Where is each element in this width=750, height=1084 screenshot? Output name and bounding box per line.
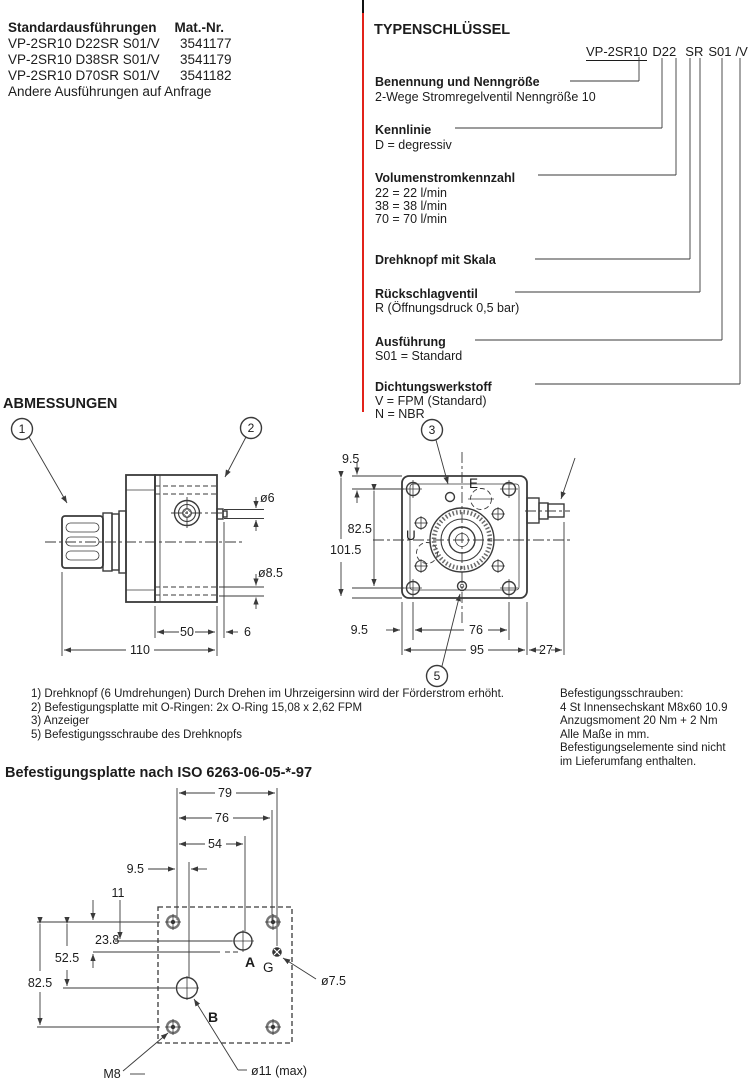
- key-desc: 22 = 22 l/min: [375, 186, 447, 200]
- dim-y-g: 23.8: [95, 933, 120, 947]
- dim-hole-span-h: 76: [469, 623, 483, 637]
- front-view-drawing: [330, 412, 750, 690]
- dim-shaft-length: 27: [539, 643, 553, 657]
- port-e-label: E: [469, 476, 479, 491]
- mounting-note-line: im Lieferumfang enthalten.: [560, 755, 697, 768]
- mat-number: 3541182: [180, 68, 232, 83]
- code-part-knob-check: SR: [685, 44, 704, 59]
- hole-a-label: A: [245, 954, 256, 970]
- dim-dia-top: ø6: [260, 491, 275, 505]
- valve-front-face: [402, 476, 527, 598]
- key-label-drehknopf: Drehknopf mit Skala: [375, 253, 496, 267]
- key-desc: N = NBR: [375, 407, 425, 421]
- mounting-plate-drawing: [20, 780, 420, 1084]
- balloon-2: 2: [247, 421, 255, 435]
- table-title: Standardausführungen: [8, 20, 157, 35]
- hole-b-label: B: [208, 1009, 219, 1025]
- key-label-benennung: Benennung und Nenngröße: [375, 75, 540, 89]
- key-desc: 38 = 38 l/min: [375, 199, 447, 213]
- mat-number: 3541177: [180, 36, 232, 51]
- shaft-leader-arrow: [561, 458, 575, 499]
- code-part-series: VP-2SR10: [586, 44, 648, 59]
- dia-b-label: ø11 (max): [251, 1064, 308, 1078]
- key-desc: S01 = Standard: [375, 349, 463, 363]
- table-footnote: Andere Ausführungen auf Anfrage: [8, 84, 212, 99]
- dim-stub-length: 6: [244, 625, 251, 639]
- dimensions-title: ABMESSUNGEN: [3, 396, 118, 412]
- type-code: VP-2SR10 D70SR S01/V: [8, 68, 160, 83]
- type-key-title: TYPENSCHLÜSSEL: [374, 22, 511, 38]
- mounting-plate-title: Befestigungsplatte nach ISO 6263-06-05-*-97: [5, 765, 313, 781]
- table-row: [8, 68, 232, 84]
- balloon-1: 1: [18, 422, 26, 436]
- table-row: [8, 36, 232, 52]
- key-label-ausfuehrung: Ausführung: [375, 335, 446, 349]
- dim-x-b: 9.5: [126, 862, 144, 876]
- key-label-dichtungswerkstoff: Dichtungswerkstoff: [375, 380, 492, 394]
- mat-number: 3541179: [180, 52, 232, 67]
- check-valve-shaft: [525, 498, 570, 523]
- dim-width: 95: [470, 643, 484, 657]
- footnote-3: 3) Anzeiger: [31, 715, 90, 727]
- port-u-label: U: [406, 528, 416, 543]
- anzeiger-window: [446, 493, 455, 502]
- mounting-note-line: Befestigungselemente sind nicht: [560, 742, 726, 754]
- mounting-note-line: Alle Maße in mm.: [560, 728, 650, 741]
- dim-y-b: 52.5: [54, 951, 80, 965]
- key-desc: 70 = 70 l/min: [375, 212, 447, 226]
- corner-holes: [404, 480, 518, 597]
- mounting-notes: [560, 688, 728, 769]
- key-desc: V = FPM (Standard): [375, 394, 487, 408]
- dia-g-label: ø7.5: [321, 974, 347, 988]
- footnote-2: 2) Befestigungsplatte mit O-Ringen: 2x O-Ring 15,08 x 2,62 FPM: [31, 701, 363, 714]
- type-key-connector-lines: [440, 40, 750, 420]
- dim-y-a: 11: [111, 886, 125, 900]
- dim-x-holes: 76: [215, 811, 229, 825]
- type-code: VP-2SR10 D22SR S01/V: [8, 36, 160, 51]
- dim-left-offset: 9.5: [350, 623, 368, 637]
- hole-g-label: G: [263, 960, 274, 975]
- dim-body-length: 50: [180, 625, 194, 639]
- mounting-note-line: 4 St Innensechskant M8x60 10.9: [560, 701, 728, 714]
- key-desc: R (Öffnungsdruck 0,5 bar): [375, 301, 520, 315]
- port-u-circle: [417, 543, 438, 564]
- dim-top-offset: 9.5: [342, 452, 360, 466]
- standard-versions-table: [8, 20, 232, 100]
- key-desc: 2-Wege Stromregelventil Nenngröße 10: [375, 90, 596, 104]
- dim-y-holes: 82.5: [27, 976, 53, 990]
- dim-dia-bottom: ø8.5: [258, 566, 284, 580]
- table-row: [8, 52, 232, 68]
- key-label-rueckschlagventil: Rückschlagventil: [375, 287, 478, 301]
- top-border-tick: [362, 0, 364, 13]
- mat-nr-column-header: Mat.-Nr.: [174, 20, 225, 35]
- valve-flange: [126, 475, 155, 602]
- code-part-version: S01: [708, 44, 732, 59]
- type-code: VP-2SR10 D38SR S01/V: [8, 52, 160, 67]
- dim-total-length: 110: [130, 643, 150, 657]
- key-desc: D = degressiv: [375, 138, 452, 152]
- footnote-1: 1) Drehknopf (6 Umdrehungen) Durch Drehen im Uhrzeigersinn wird der Förderstrom erhöht.: [31, 688, 504, 700]
- thread-label: M8: [103, 1067, 121, 1081]
- footnote-5: 5) Befestigungsschraube des Drehknopfs: [31, 728, 242, 741]
- code-part-kennlinie-flow: D22: [652, 44, 677, 59]
- key-label-kennlinie: Kennlinie: [375, 123, 432, 137]
- dim-height: 101.5: [330, 543, 362, 557]
- code-part-seal: /V: [735, 44, 748, 59]
- footnotes: [31, 688, 504, 742]
- red-separator-line: [362, 0, 364, 412]
- balloon-5: 5: [433, 669, 441, 683]
- mounting-note-line: Befestigungsschrauben:: [560, 688, 684, 700]
- dim-x-g: 79: [218, 786, 232, 800]
- dim-hole-span-v: 82.5: [347, 522, 372, 536]
- key-label-volumenstrom: Volumenstromkennzahl: [375, 171, 516, 185]
- dim-x-a: 54: [208, 837, 222, 851]
- mounting-note-line: Anzugsmoment 20 Nm + 2 Nm: [560, 715, 718, 727]
- balloon-3: 3: [428, 423, 436, 437]
- side-view-drawing: [10, 415, 310, 665]
